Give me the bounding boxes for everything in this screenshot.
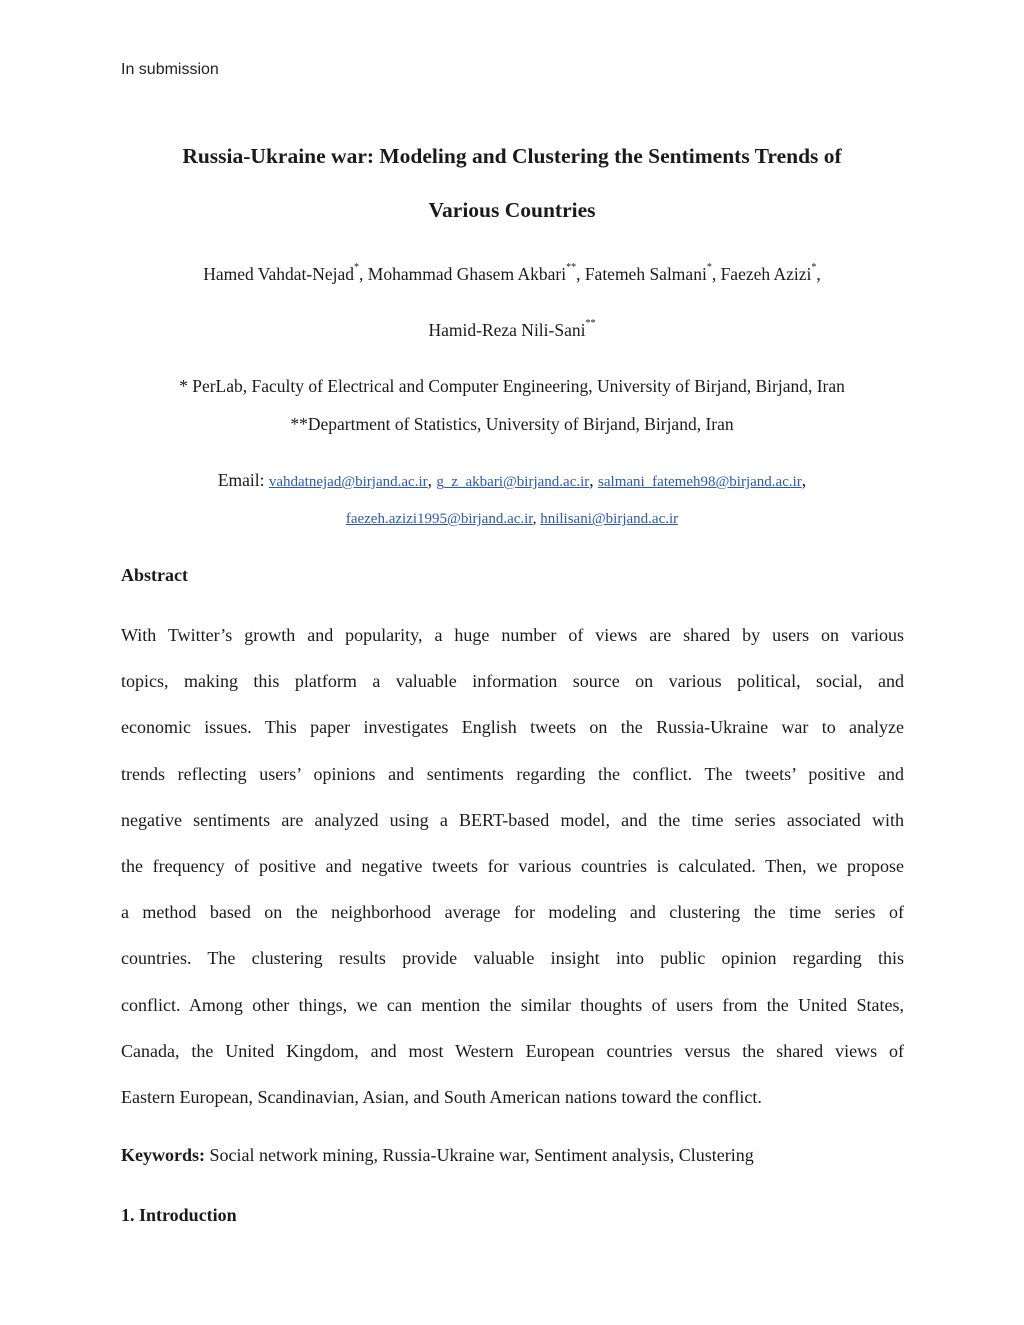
paper-title-line-1: Russia-Ukraine war: Modeling and Clustering the Sentiments Trends of [182, 144, 842, 168]
author-name: Hamed Vahdat-Nejad [203, 264, 355, 284]
author-name: Fatemeh Salmani [584, 264, 707, 284]
author-mark: * [706, 262, 712, 273]
author-mark: ** [585, 318, 596, 329]
email-link[interactable]: faezeh.azizi1995@birjand.ac.ir [345, 511, 533, 527]
paper-title-line-2: Various Countries [428, 198, 596, 222]
abstract-body [121, 620, 904, 1128]
abstract-line: economic issues. This paper investigates English tweets on the Russia-Ukraine war to analyze [121, 717, 904, 738]
email-link[interactable]: g_z_akbari@birjand.ac.ir [436, 474, 590, 490]
affiliation-statistics: **Department of Statistics, University of Birjand, Birjand, Iran [290, 414, 734, 434]
author-name: Hamid-Reza Nili-Sani [428, 320, 586, 340]
author-list-line-1 [0, 264, 1024, 285]
abstract-line: a method based on the neighborhood average for modeling and clustering the time series of [121, 902, 904, 923]
keywords-text: Social network mining, Russia-Ukraine war, Sentiment analysis, Clustering [205, 1145, 754, 1165]
keywords [121, 1145, 754, 1166]
keywords-label: Keywords: [121, 1145, 205, 1165]
email-link[interactable]: salmani_fatemeh98@birjand.ac.ir [598, 474, 802, 490]
header-note: In submission [121, 61, 219, 78]
author-separator: , [816, 264, 821, 284]
author-mark: * [811, 262, 817, 273]
abstract-line: the frequency of positive and negative tweets for various countries is calculated. Then, we propose [121, 855, 904, 876]
author-name: Faezeh Azizi [720, 264, 812, 284]
author-mark: ** [566, 262, 577, 273]
author-name: Mohammad Ghasem Akbari [367, 264, 567, 284]
section-heading-introduction: 1. Introduction [121, 1205, 237, 1225]
abstract-line: countries. The clustering results provide valuable insight into public opinion regarding this [121, 948, 904, 969]
author-separator: , [576, 264, 585, 284]
author-separator: , [711, 264, 721, 284]
abstract-line: negative sentiments are analyzed using a BERT-based model, and the time series associated with [121, 809, 904, 830]
email-line-2: faezeh.azizi1995@birjand.ac.ir, hnilisani@birjand.ac.ir [345, 511, 679, 527]
abstract-heading: Abstract [121, 565, 188, 585]
author-mark: * [354, 262, 360, 273]
abstract-line: Eastern European, Scandinavian, Asian, and South American nations toward the conflict. [121, 1086, 762, 1107]
author-separator: , [359, 264, 368, 284]
abstract-line: Canada, the United Kingdom, and most Western European countries versus the shared views of [121, 1040, 904, 1061]
abstract-line: trends reflecting users’ opinions and sentiments regarding the conflict. The tweets’ positive and [121, 763, 904, 784]
author-list-line-2 [0, 320, 1024, 341]
email-label: Email: [217, 470, 269, 490]
abstract-line: topics, making this platform a valuable information source on various political, social, and [121, 671, 904, 692]
affiliation-perlab: * PerLab, Faculty of Electrical and Computer Engineering, University of Birjand, Birjand, Iran [179, 376, 845, 396]
email-link[interactable]: hnilisani@birjand.ac.ir [540, 511, 679, 527]
email-line-1: Email: vahdatnejad@birjand.ac.ir, g_z_akbari@birjand.ac.ir, salmani_fatemeh98@birjand.ac.ir, [217, 470, 807, 490]
abstract-line: conflict. Among other things, we can mention the similar thoughts of users from the United States, [121, 994, 904, 1015]
email-link[interactable]: vahdatnejad@birjand.ac.ir [268, 474, 428, 490]
abstract-line: With Twitter’s growth and popularity, a huge number of views are shared by users on various [121, 625, 904, 645]
